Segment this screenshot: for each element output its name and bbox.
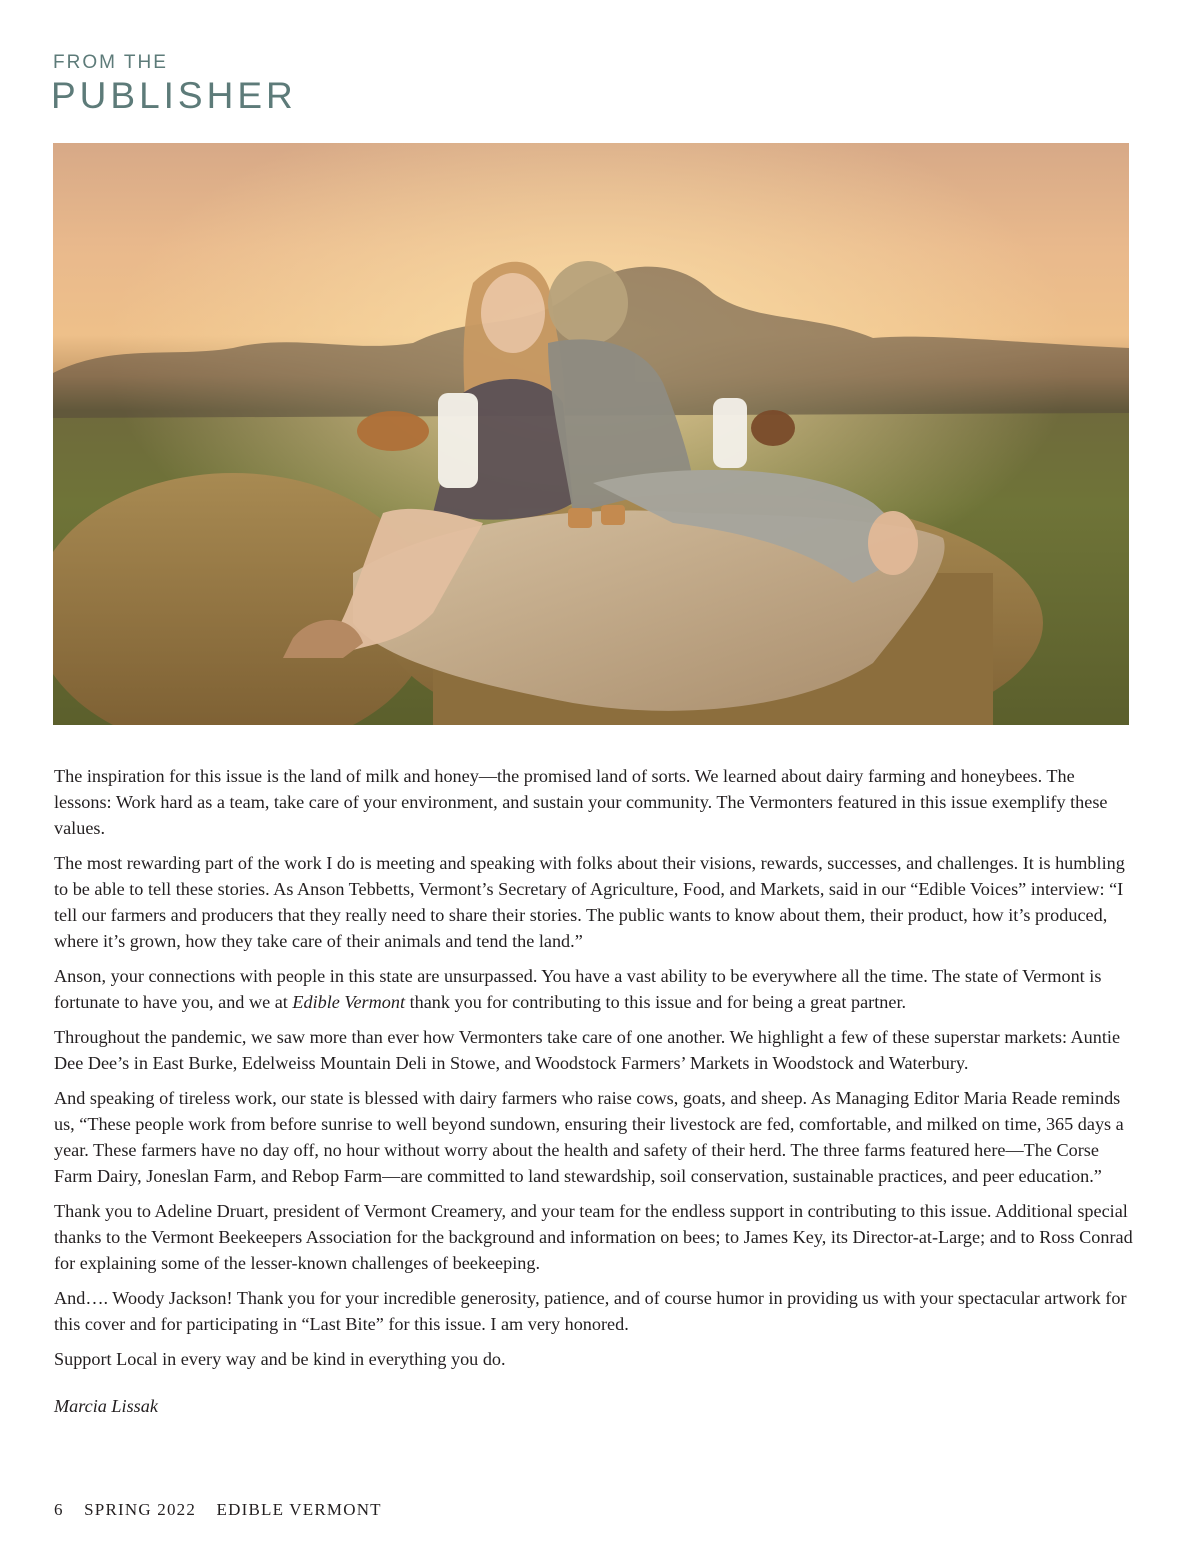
publisher-letter — [54, 763, 1134, 1428]
publication-label: EDIBLE VERMONT — [216, 1500, 382, 1519]
cup-1 — [568, 508, 592, 528]
paragraph-7: And…. Woody Jackson! Thank you for your incredible generosity, patience, and of course humor in providing us with your spectacular artwork for this cover and for participating in “Last Bite” for this issue. I am very honored. — [54, 1288, 1127, 1334]
paragraph-5: And speaking of tireless work, our state is blessed with dairy farmers who raise cows, goats, and sheep. As Managing Editor Maria Reade reminds us, “These people work from before sunrise to well beyond sundown, ensuring their livestock are fed, comfortable, and milked on time, 365 days a year. These farmers have no day off, no hour without worry about the health and safety of their herd. The three farms featured here—The Corse Farm Dairy, Joneslan Farm, and Rebop Farm—are committed to land stewardship, soil conservation, sustainable practices, and peer education.” — [54, 1088, 1124, 1186]
page-title: PUBLISHER — [51, 75, 297, 116]
paragraph-3 — [54, 963, 1134, 1015]
paragraph-1: The inspiration for this issue is the land of milk and honey—the promised land of sorts. We learned about dairy farming and honeybees. The lessons: Work hard as a team, take care of your environment, and sustain your community. The Vermonters featured in this issue exemplify these values. — [54, 766, 1108, 838]
author-signature: Marcia Lissak — [54, 1396, 158, 1416]
paragraph-3-start: Anson, your connections with people in this state are unsurpassed. You have a vast ability to be everywhere all the time. The state of Vermont is fortunate to have you, and we at — [54, 966, 1102, 1012]
paragraph-6: Thank you to Adeline Druart, president of Vermont Creamery, and your team for the endless support in contributing to this issue. Additional special thanks to the Vermont Beekeepers Association for the background and information on bees; to James Key, its Director-at-Large; and to Ross Conrad for explaining some of the lesser-known challenges of beekeeping. — [54, 1201, 1133, 1273]
paragraph-3-end: thank you for contributing to this issue and for being a great partner. — [405, 992, 907, 1012]
paragraph-4: Throughout the pandemic, we saw more than ever how Vermonters take care of one another. We highlight a few of these superstar markets: Auntie Dee Dee’s in East Burke, Edelweiss Mountain Deli in Stowe, and Woodstock Farmers’ Markets in Woodstock and Waterbury. — [54, 1027, 1121, 1073]
issue-label: SPRING 2022 — [84, 1500, 197, 1519]
page-number: 6 — [54, 1500, 64, 1519]
publication-name-italic: Edible Vermont — [292, 992, 406, 1012]
cover-photo — [53, 143, 1129, 725]
page-footer — [54, 1500, 397, 1520]
header-kicker: FROM THE — [53, 52, 168, 73]
paragraph-8: Support Local in every way and be kind in everything you do. — [54, 1349, 506, 1369]
paragraph-2: The most rewarding part of the work I do is meeting and speaking with folks about their visions, rewards, successes, and challenges. It is humbling to be able to tell these stories. As Anson Tebbetts, Vermont’s Secretary of Agriculture, Food, and Markets, said in our “Edible Voices” interview: “I tell our farmers and producers that they really need to share their stories. The public wants to know about them, their product, how it’s produced, where it’s grown, how they take care of their animals and tend the land.” — [54, 853, 1125, 951]
cup-2 — [601, 505, 625, 525]
